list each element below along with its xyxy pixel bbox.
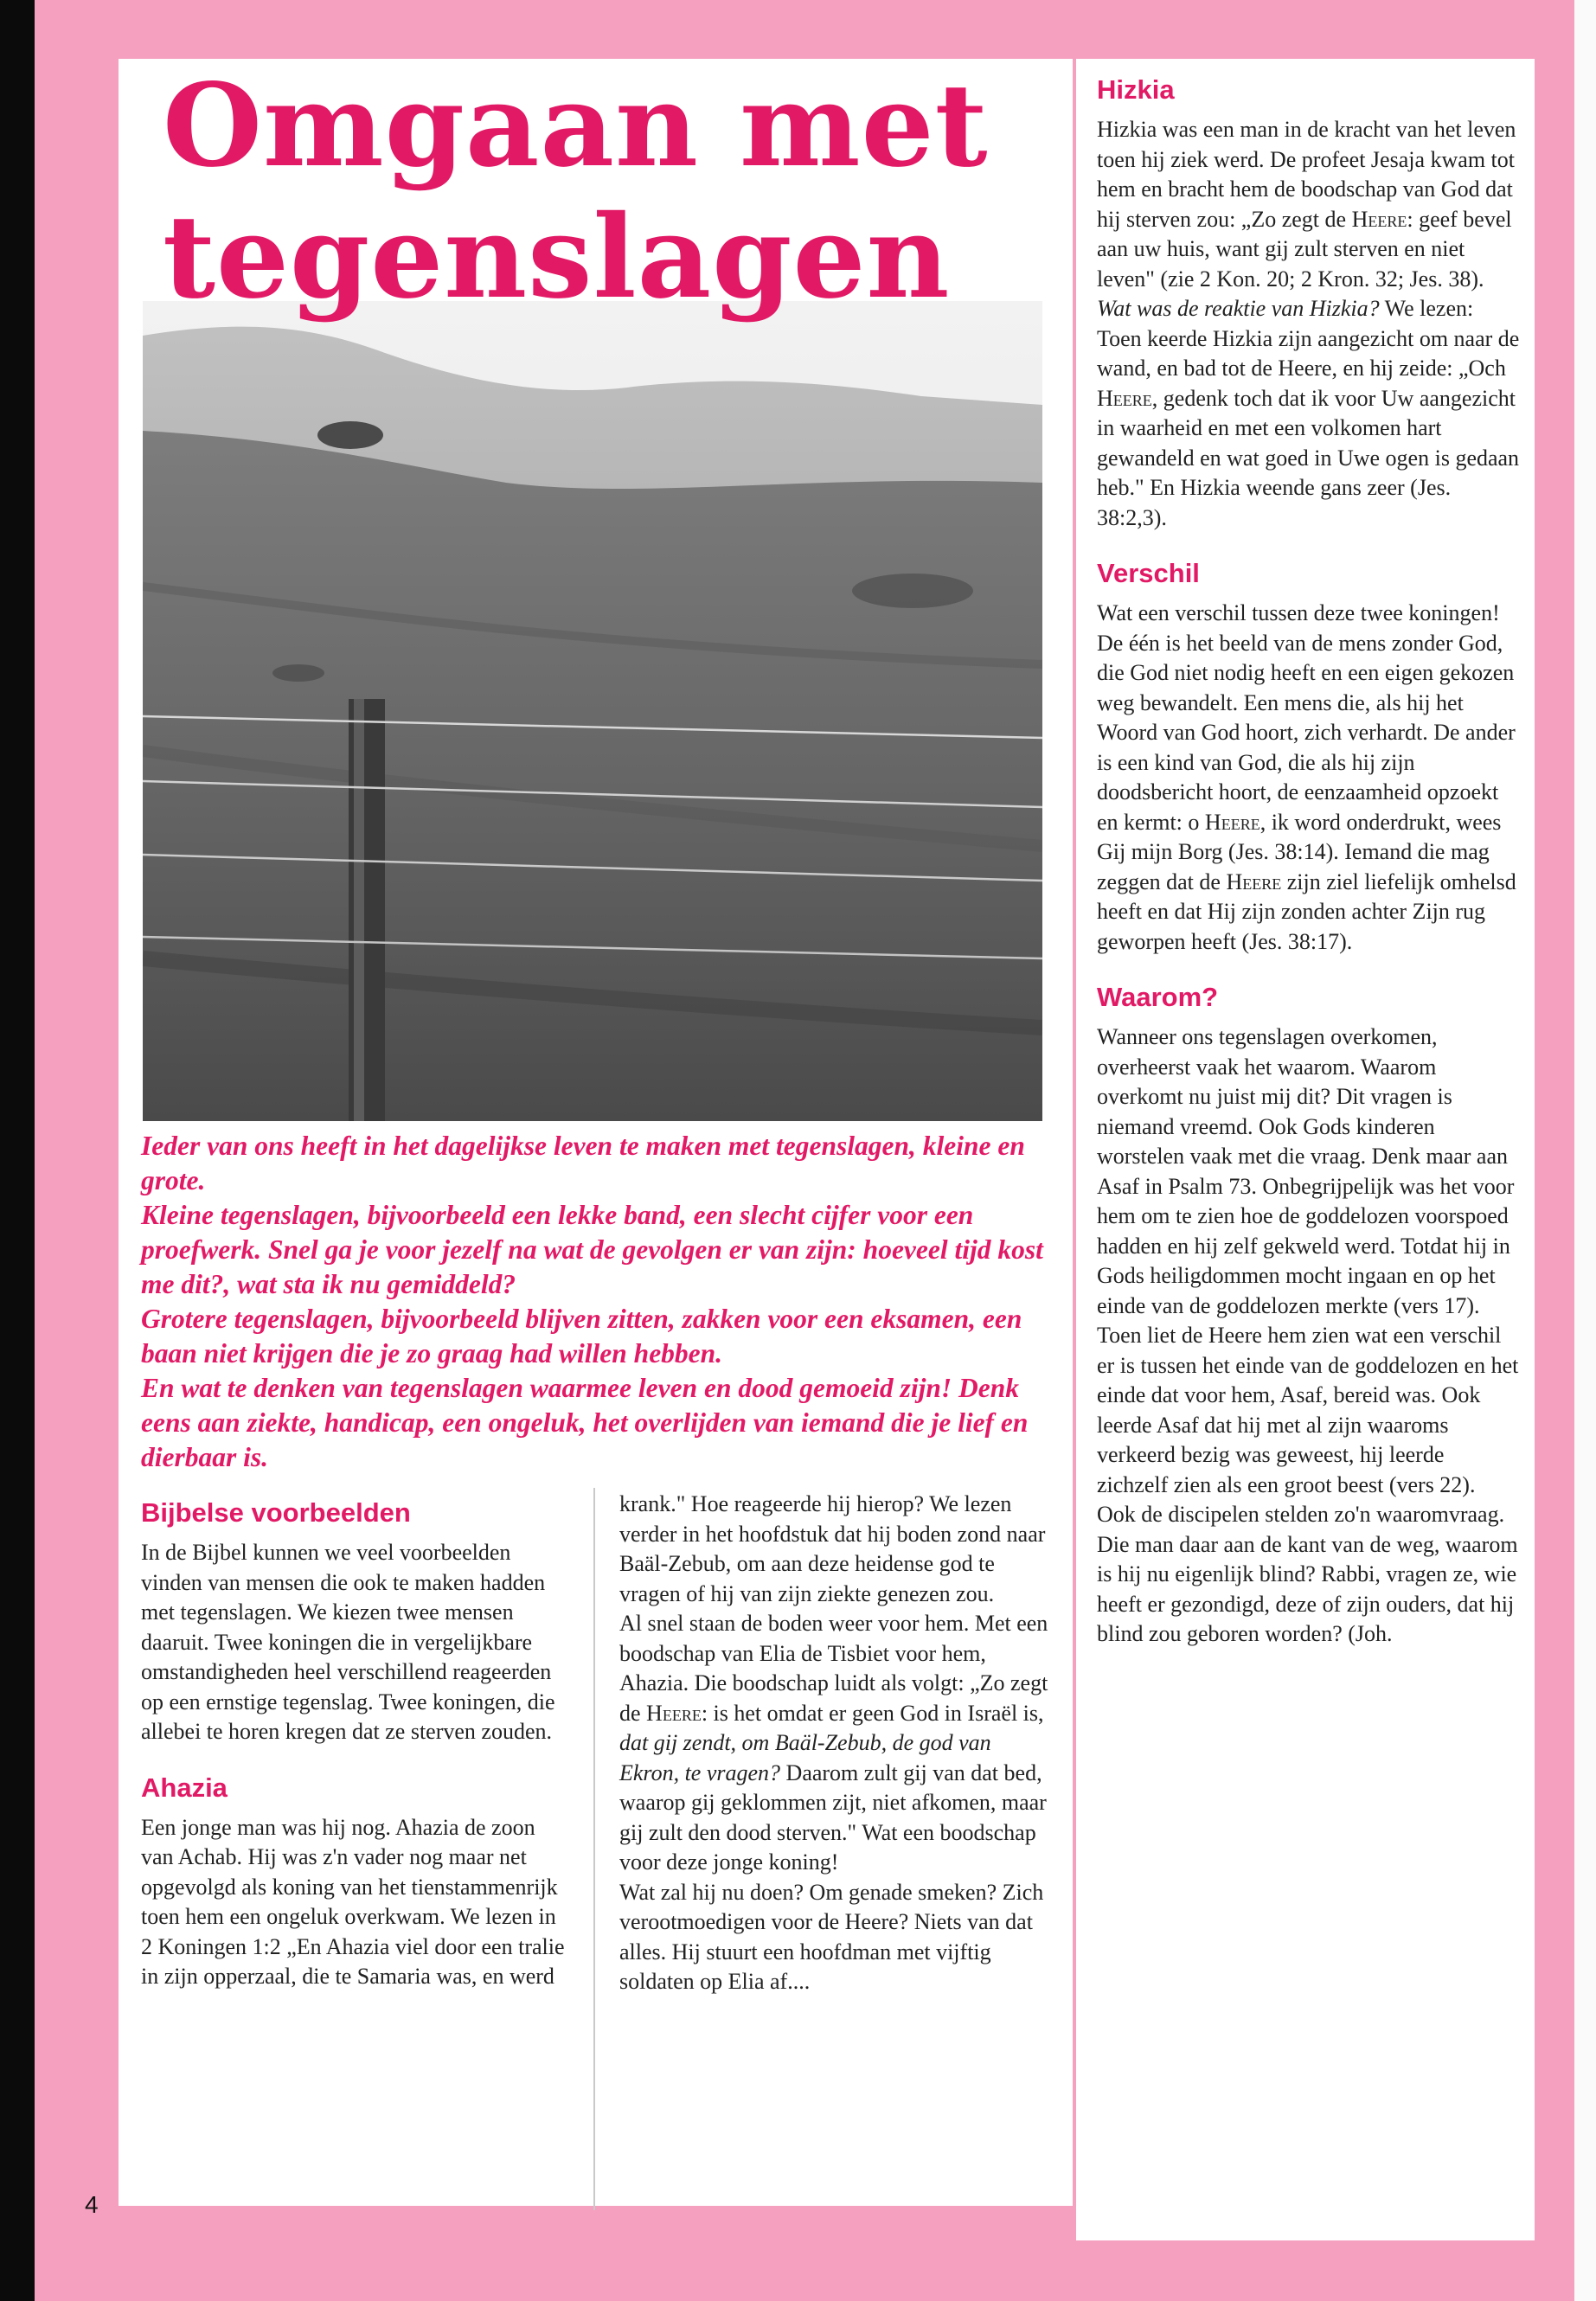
text-column-3	[1097, 74, 1521, 1650]
column-divider	[593, 1488, 595, 2210]
paragraph-ahazia-3	[619, 1609, 1054, 1878]
text-run: Wat een verschil tussen deze twee koningen! De één is het beeld van de mens zonder God, die God niet nodig heeft en een eigen gekozen weg bewandelt. Een mens die, als hij het Woord van God hoort, zich verhardt. De ander is een kind van God, die als hij zijn doodsbericht hoort, de eenzaamheid opzoekt en kermt: o	[1097, 600, 1516, 835]
text-run: Daarom zult gij van dat bed, waarop gij geklommen zijt, niet afkomen, maar gij zult den dood sterven." Wat een boodschap voor deze jonge koning!	[619, 1759, 1047, 1875]
heading-ahazia: Ahazia	[141, 1772, 228, 1803]
heading-hizkia: Hizkia	[1097, 74, 1175, 105]
paragraph-verschil	[1097, 599, 1521, 957]
text-run: Heere	[1097, 385, 1152, 411]
heading-waarom: Waarom?	[1097, 982, 1219, 1012]
scan-edge-right	[1574, 0, 1596, 2301]
paragraph-hizkia	[1097, 115, 1521, 533]
paragraph-bijbelse: In de Bijbel kunnen we veel voorbeelden vinden van mensen die ook te maken hadden met tegenslagen. We kiezen twee mensen daaruit. Twee koningen die in vergelijkbare omstandigheden heel verschillend reageerden op een ernstige tegenslag. Twee koningen, die allebei te horen kregen dat ze sterven zouden.	[141, 1540, 555, 1744]
intro-paragraph: Ieder van ons heeft in het dagelijkse leven te maken met tegenslagen, kleine en grote.	[141, 1131, 1025, 1195]
text-run: We lezen: Toen keerde Hizkia zijn aangezicht om naar de wand, en bad tot de Heere, en hij zeide: „Och	[1097, 296, 1520, 381]
landscape-photo	[143, 301, 1042, 1121]
intro-paragraph: Kleine tegenslagen, bijvoorbeeld een lekke band, een slecht cijfer voor een proefwerk. Snel ga je voor jezelf na wat de gevolgen er van zijn: hoeveel tijd kost me dit?, wat sta ik nu gemiddeld?	[141, 1200, 1043, 1299]
page-number: 4	[85, 2191, 99, 2218]
paragraph-ahazia-4: Wat zal hij nu doen? Om genade smeken? Zich verootmoedigen voor de Heere? Niets van dat alles. Hij stuurt een hoofdman met vijftig soldaten op Elia af....	[619, 1879, 1044, 1994]
intro-text	[141, 1129, 1058, 1475]
heading-bijbelse-voorbeelden: Bijbelse voorbeelden	[141, 1497, 411, 1528]
intro-paragraph: En wat te denken van tegenslagen waarmee leven en dood gemoeid zijn! Denk eens aan ziekte, handicap, een ongeluk, het overlijden van iemand die je lief en dierbaar is.	[141, 1373, 1029, 1472]
text-column-2	[619, 1490, 1054, 1997]
text-run: Wat was de reaktie van Hizkia?	[1097, 296, 1380, 321]
intro-paragraph: Grotere tegenslagen, bijvoorbeeld blijven zitten, zakken voor een eksamen, een baan niet krijgen die je zo graag had willen hebben.	[141, 1304, 1022, 1368]
text-run: Al snel staan de boden weer voor hem. Met een boodschap van Elia de Tisbiet voor hem, Ahazia. Die boodschap luidt als volgt: „Zo zegt de	[619, 1611, 1048, 1726]
text-run: Hizkia was een man in de kracht van het leven toen hij ziek werd. De profeet Jesaja kwam tot hem en bracht hem de boodschap van God dat hij sterven zou: „Zo zegt de	[1097, 117, 1516, 232]
paragraph-ahazia-1: Een jonge man was hij nog. Ahazia de zoon van Achab. Hij was z'n vader nog maar net opgevolgd als koning van het tienstammenrijk toen hem een ongeluk overkwam. We lezen in 2 Koningen 1:2 „En Ahazia viel door een tralie in zijn opperzaal, die te Samaria was, en werd	[141, 1814, 565, 1989]
text-column-1	[141, 1497, 565, 1992]
paragraph-waarom-1: Wanneer ons tegenslagen overkomen, overheerst vaak het waarom. Waarom overkomt nu juist mij dit? Dit vragen is niemand vreemd. Ook Gods kinderen worstelen vaak met die vraag. Denk maar aan Asaf in Psalm 73. Onbegrijpelijk was het voor hem om te zien hoe de goddelozen voorspoed hadden en hij zelf gekweld werd. Totdat hij in Gods heiligdommen mocht ingaan en op het einde van de goddelozen merkte (vers 17). Toen liet de Heere hem zien wat een verschil er is tussen het einde van de goddelozen en het einde dat voor hem, Asaf, bereid was. Ook leerde Asaf dat hij met al zijn waaroms verkeerd bezig was geweest, hij leerde zichzelf zien als een groot beest (vers 22).	[1097, 1024, 1519, 1497]
text-run: , ik word onderdrukt, wees Gij mijn Borg (Jes. 38:14). Iemand die mag zeggen dat de	[1097, 809, 1502, 894]
text-run: zijn ziel liefelijk omhelsd heeft en dat Hij zijn zonden achter Zijn rug geworpen heeft (Jes. 38:17).	[1097, 868, 1516, 954]
text-run: Heere	[1351, 206, 1407, 232]
text-run: , gedenk toch dat ik voor Uw aangezicht in waarheid en met een volkomen hart gewandeld en wat goed in Uwe ogen is gedaan heb." En Hizkia weende gans zeer (Jes. 38:2,3).	[1097, 385, 1520, 530]
heading-verschil: Verschil	[1097, 558, 1200, 588]
text-run: : geef bevel aan uw huis, want gij zult sterven en niet leven" (zie 2 Kon. 20; 2 Kron. 32; Jes. 38).	[1097, 206, 1512, 292]
paragraph-waarom-2: Ook de discipelen stelden zo'n waaromvraag. Die man daar aan de kant van de weg, waarom is hij nu eigenlijk blind? Rabbi, vragen ze, wie heeft er gezondigd, deze of zijn ouders, dat hij blind zou geboren worden? (Joh.	[1097, 1502, 1518, 1646]
text-run: Heere	[1226, 868, 1282, 894]
paragraph-ahazia-2: krank." Hoe reageerde hij hierop? We lezen verder in het hoofdstuk dat hij boden zond naar Baäl-Zebub, om aan deze heidense god te vragen of hij van zijn ziekte genezen zou.	[619, 1491, 1046, 1606]
scan-edge-left	[0, 0, 35, 2301]
text-run: : is het omdat er geen God in Israël is,	[701, 1700, 1044, 1726]
text-run: dat gij zendt, om Baäl-Zebub, de god van Ekron, te vragen?	[619, 1730, 991, 1785]
text-run: Heere	[646, 1700, 702, 1726]
text-run: Heere	[1204, 809, 1260, 835]
panel-divider	[1073, 59, 1076, 2240]
article-title: Omgaan met tegenslagen	[163, 59, 989, 324]
